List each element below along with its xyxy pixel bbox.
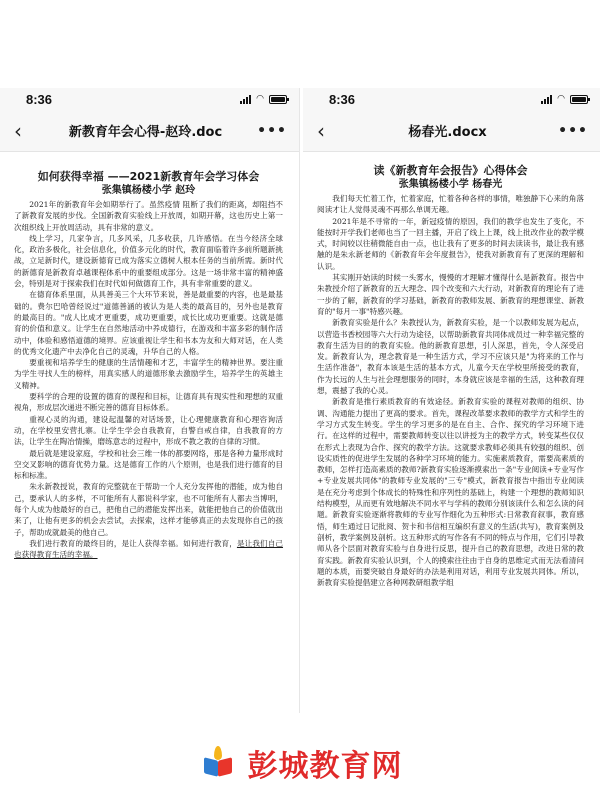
system-indicators (541, 95, 588, 104)
chevron-left-icon[interactable]: ‹ (14, 118, 22, 143)
document-nav-bar (303, 110, 600, 152)
right-phone-screenshot (303, 88, 600, 713)
status-bar (303, 88, 600, 110)
chevron-left-icon[interactable]: ‹ (317, 118, 325, 143)
wifi-icon: ◠ (256, 93, 264, 104)
paragraph: 其实刚开始读的时候一头雾水，慢慢的才理解才懂得什么是新教育。报告中朱教授介绍了新教育的五大理念、四个改变和六大行动，对新教育的理论有了进一步的了解，新教育的学习基础，新教育的教师发展、新教育的理想课堂、新教育的"每月一事"特感兴趣。 (317, 273, 584, 316)
document-file-title: 新教育年会心得-赵玲.doc (68, 125, 223, 140)
document-body (0, 152, 299, 561)
paragraph: 要重视和培养学生的健康的生活情趣和才艺，丰富学生的精神世界。要注重为学生寻找人生的榜样，用真实感人的道德形象去激励学生，培养学生的英雄主义精神。 (14, 358, 283, 390)
status-time: 8:36 (329, 91, 356, 107)
paragraph: 重视心灵的沟通，建设起温馨的对话场景，让心理健康教育和心理咨询活动，在学校里安营扎寨。让学生学会自我教育，自警自戒自律，自我教育的方法，让学生在陶冶情操，磨练意志的过程中，形成不教之教的自律的习惯。 (14, 414, 283, 447)
paragraph: 我们每天忙着工作，忙着家庭，忙着各种各样的事情，唯独静下心来的角落阅读才让人觉得灵魂不再那么单调无趣。 (317, 194, 584, 215)
battery-icon (570, 95, 588, 104)
document-heading: 如何获得幸福 ——2021新教育年会学习体会 (37, 170, 260, 183)
system-indicators (240, 95, 287, 104)
site-footer-logo (0, 738, 600, 788)
paragraph (14, 538, 283, 561)
paragraph: 线上学习，几家争言，几多风采，几多收获，几许感悟。在当今经济全球化，政治多极化，社会信息化，价值多元化的时代，教育面临着许多前所题新挑战，立足新时代，建设新德育已成为落实立德树人根本任务的当前所需。新时代的新德育是新教育卓越课程体系中的重要组成部分。这是一场非常丰富的精神盛会，特别是对于探索我们在时代如何做德育工作，具有非常重要的意义。 (14, 233, 283, 289)
underlined-text: 是让我们自己也获得教育生活的幸福。 (14, 538, 284, 560)
document-body (303, 152, 600, 588)
paragraph: 朱永新教授说，教育的完整就在于帮助一个人充分发挥他的潜能，成为他自己，要承认人的多样，不可能所有人都说科学家，也不可能所有人都去当博明，每个人成为他最好的自己，把他自己的潜能发挥出来，就能把他自己的价值就出来了，让他有更多的机会去尝试，去探索，这样才能够真正的去发现你自己的孩子，帮助成就最美的他自己。 (14, 482, 283, 537)
status-time: 8:36 (26, 91, 53, 107)
document-nav-bar (0, 110, 299, 152)
more-dots-icon[interactable]: ••• (558, 122, 588, 139)
status-bar (0, 88, 299, 110)
paragraph: 在德育体系里面，从具善美三个大环节来说，善是最重要的内容，也是最基础的。费尔巴哈曾经说过"道德善涵的被认为是人类的最高目的，另外也是教育的最高目的。"成人比成才更重要，成功更重要，成长比成功更重要。这就是德育的价值和意义。让学生在自然地活动中养成德行，在游戏和丰富多彩的制作活动中，体验和感悟道德的境界。应该重视让学生和书本为友和大师对话，在人类的优秀文化遗产中去净化自己的灵魂，升华自己的人格。 (14, 290, 283, 356)
site-name: 彭城教育网 (247, 749, 403, 784)
paragraph-text: 我们进行教育的最终目的，是让人获得幸福。如何进行教育， (29, 538, 237, 548)
document-author: 张集镇杨楼小学 杨春光 (398, 179, 503, 190)
book-flame-logo-icon (198, 743, 238, 783)
paragraph: 新教育实验是什么？朱教授认为，新教育实验，是一个以教师发展为起点，以营造书香校园等六大行动为途径，以帮助新教育共同体成员过一种幸福完整的教育生活为目的的教育实验。他的新教育思想，引人深思，首先，令人深受启发。新教育认为，理念教育是一种生活方式，学习不应该只是"为将来的工作与生活作准备"，教育本该是生活的基本方式，儿童今天在学校里所接受的教育，作为长远的人生与社会理想服务的同时，本身就应该是幸福的生活，这种教育理想，震撼了我的心灵。 (317, 318, 584, 396)
signal-icon (240, 95, 251, 104)
paragraph: 2021年是不寻常的一年，新冠疫情的原因，我们的教学也发生了变化，不能按时开学我们老师也当了一回主播，开启了线上上课，线上批改作业的教学模式，时间较以往稍微能自由一点，也让我有了更多的时间去读读书，最让我有感触的是朱永新老师的《新教育年会年度报告》，使我对新教育有了更深的理解和认识。 (317, 216, 584, 271)
paragraph: 2021年的新教育年会如期举行了。虽然疫情 阻断了我们的距离，却阻挡不了新教育发展的步伐。全国新教育实验线上开放周，如期开幕，这也历史上第一次组织线上开放周活动，具有非常的意义。 (14, 200, 283, 232)
wifi-icon: ◠ (557, 93, 565, 104)
document-heading: 读《新教育年会报告》心得体会 (373, 164, 528, 177)
left-phone-screenshot (0, 88, 300, 713)
paragraph: 最后就是建设家庭，学校和社会三维一体的都要网络，那是各种力量形成时空交叉影响的德育优势力量。这是德育工作的八个原则，也是我们进行德育的目标和标准。 (14, 448, 283, 481)
battery-icon (269, 95, 287, 104)
paragraph: 新教育是推行素质教育的有效途径。新教育实验的课程对教师的组织、协调、沟通能力提出了更高的要求。首先，课程改革要求教师的教学方式和学生的学习方式发生转变。学生的学习更多的是在自主、合作、探究的学习环境下进行。在这样的过程中，需要教师转变以往以讲授为主的教学方式，转变某些仅仅在形式上表现为合作、探究的教学方法。这就要求教师必须具有较强的组织、创设实质性的促进学生发展的各种学习环境的能力。实施素质教育，需要高素质的教师，怎样打造高素质的教师?新教育实验逐渐摸索出一条"专业阅读+专业写作+专业发展共同体"的教师专业发展的"三专"模式，新教育报告中指出专业阅读是在充分考虑到个体成长的特殊性和序列性的基础上，构建一个理想的教师知识结构模型，从而更有效地解决不同水平与学科的教师分别该读什么和怎么读的问题。新教育实验逐渐将教师的专业写作细化为五种形式:日常教育叙事，教育感悟，师生通过日记批阅、贺卡和书信相互编织有意义的生活(共写)，教育案例及剖析，教学案例及剖析。这五种形式的写作各有不同的特点与作用，它们引导教师从各个层面对教育实验与自身进行反思，提升自己的教育思想，改进日常的教育实践。新教育实验认识到，个人的摸索往往由于自身的思维定式而无法看清问题的本质，而要突破自身最好的办法是利用对话，利用专业发展共同体。所以，新教育实验提倡建立各种网教研组教学组 (317, 397, 584, 588)
document-file-title: 杨春光.docx (408, 125, 487, 140)
more-dots-icon[interactable]: ••• (257, 122, 287, 139)
signal-icon (541, 95, 552, 104)
paragraph: 要科学的合理的设置的德育的课程和目标，让德育具有现实性和理想的双重视角，形成层次递进不断完善的德育目标体系。 (14, 392, 283, 413)
document-author: 张集镇杨楼小学 赵玲 (101, 185, 196, 196)
